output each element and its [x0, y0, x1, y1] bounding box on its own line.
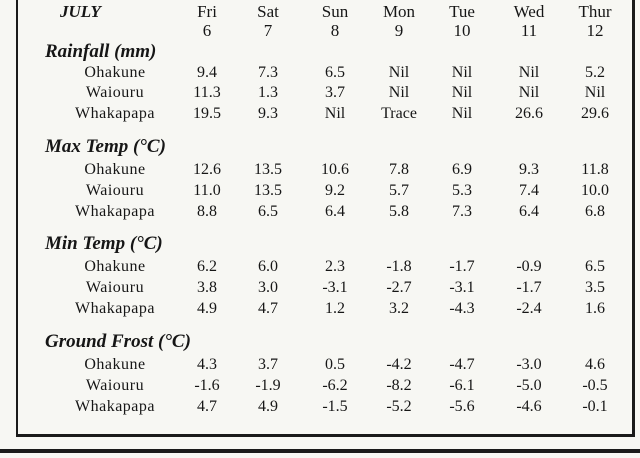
day-date: 7 [263, 21, 273, 40]
table-cell: -2.7 [386, 279, 412, 296]
table-cell: 10.6 [321, 161, 349, 178]
table-cell: -4.2 [386, 356, 412, 373]
table-row [0, 257, 640, 277]
table-cell: -1.8 [386, 258, 412, 275]
day-name: Thur [578, 2, 612, 21]
section-title: Ground Frost (°C) [45, 331, 191, 352]
table-cell: 19.5 [193, 105, 221, 122]
location-label: Waiouru [85, 279, 145, 296]
table-cell: 9.3 [519, 161, 539, 178]
table-cell: 1.3 [258, 84, 278, 101]
day-date: 9 [394, 21, 404, 40]
table-cell: -0.9 [516, 258, 542, 275]
day-date: 10 [453, 21, 471, 40]
day-name: Fri [197, 2, 217, 21]
day-name: Sun [321, 2, 349, 21]
table-cell: 3.8 [197, 279, 217, 296]
table-row [0, 202, 640, 222]
table-cell: 13.5 [254, 182, 282, 199]
table-cell: 5.2 [585, 64, 605, 81]
table-row [0, 397, 640, 417]
table-cell: -1.7 [449, 258, 475, 275]
day-date: 12 [586, 21, 604, 40]
table-row [0, 83, 640, 103]
table-cell: -0.5 [582, 377, 608, 394]
day-column-mon [369, 2, 429, 40]
table-cell: -0.1 [582, 398, 608, 415]
table-cell: 6.5 [325, 64, 345, 81]
table-cell: -5.6 [449, 398, 475, 415]
day-name: Wed [513, 2, 545, 21]
table-cell: 9.3 [258, 105, 278, 122]
table-cell: 3.2 [389, 300, 409, 317]
day-date: 11 [520, 21, 538, 40]
table-cell: 11.8 [581, 161, 609, 178]
table-cell: 3.7 [325, 84, 345, 101]
table-cell: 1.2 [325, 300, 345, 317]
table-header [0, 0, 640, 44]
month-label: JULY [60, 2, 101, 21]
table-cell: 4.9 [258, 398, 278, 415]
table-row [0, 278, 640, 298]
table-cell: 4.6 [585, 356, 605, 373]
location-label: Waiouru [85, 84, 145, 101]
bottom-rule [0, 449, 640, 453]
table-cell: -6.2 [322, 377, 348, 394]
table-cell: 11.3 [193, 84, 221, 101]
table-cell: 29.6 [581, 105, 609, 122]
table-cell: -1.7 [516, 279, 542, 296]
table-cell: -4.3 [449, 300, 475, 317]
table-cell: -8.2 [386, 377, 412, 394]
table-cell: 9.2 [325, 182, 345, 199]
table-cell: 6.4 [325, 203, 345, 220]
day-name: Mon [382, 2, 416, 21]
table-cell: 7.3 [258, 64, 278, 81]
table-cell: 6.4 [519, 203, 539, 220]
day-date: 8 [330, 21, 340, 40]
table-cell: 9.4 [197, 64, 217, 81]
table-cell: Nil [518, 84, 540, 101]
table-cell: Nil [584, 84, 606, 101]
table-cell: 5.8 [389, 203, 409, 220]
table-row [0, 160, 640, 180]
table-cell: -2.4 [516, 300, 542, 317]
table-cell: -1.9 [255, 377, 281, 394]
table-row [0, 181, 640, 201]
table-cell: Nil [388, 84, 410, 101]
location-label: Ohakune [84, 356, 146, 373]
table-row [0, 104, 640, 124]
table-cell: 2.3 [325, 258, 345, 275]
table-cell: Nil [324, 105, 346, 122]
location-label: Waiouru [85, 377, 145, 394]
table-cell: -4.7 [449, 356, 475, 373]
table-cell: 5.3 [452, 182, 472, 199]
day-column-fri [177, 2, 237, 40]
table-row [0, 355, 640, 375]
table-cell: 4.7 [258, 300, 278, 317]
table-cell: -6.1 [449, 377, 475, 394]
day-column-wed [499, 2, 559, 40]
day-date: 6 [202, 21, 212, 40]
location-label: Whakapapa [74, 203, 155, 220]
table-cell: Nil [451, 64, 473, 81]
day-column-sun [305, 2, 365, 40]
table-cell: 6.5 [258, 203, 278, 220]
day-column-thur [565, 2, 625, 40]
table-cell: 5.7 [389, 182, 409, 199]
location-label: Ohakune [84, 64, 146, 81]
table-row [0, 299, 640, 319]
table-cell: -1.6 [194, 377, 220, 394]
table-cell: 7.4 [519, 182, 539, 199]
table-cell: 3.5 [585, 279, 605, 296]
table-cell: 26.6 [515, 105, 543, 122]
day-name: Sat [257, 2, 279, 21]
location-label: Whakapapa [74, 105, 155, 122]
table-cell: -5.0 [516, 377, 542, 394]
table-cell: 4.3 [197, 356, 217, 373]
table-cell: 6.0 [258, 258, 278, 275]
table-cell: Nil [451, 105, 473, 122]
day-name: Tue [449, 2, 475, 21]
table-cell: 10.0 [581, 182, 609, 199]
table-cell: 8.8 [197, 203, 217, 220]
table-cell: 6.8 [585, 203, 605, 220]
table-cell: Nil [451, 84, 473, 101]
day-column-tue [432, 2, 492, 40]
table-cell: -3.1 [322, 279, 348, 296]
table-cell: 1.6 [585, 300, 605, 317]
table-cell: -3.0 [516, 356, 542, 373]
day-column-sat [238, 2, 298, 40]
table-cell: 7.8 [389, 161, 409, 178]
table-cell: 11.0 [193, 182, 221, 199]
section-title: Rainfall (mm) [45, 41, 157, 62]
table-cell: 6.5 [585, 258, 605, 275]
table-cell: Nil [518, 64, 540, 81]
table-cell: 6.9 [452, 161, 472, 178]
table-cell: -5.2 [386, 398, 412, 415]
table-cell: 7.3 [452, 203, 472, 220]
table-cell: -4.6 [516, 398, 542, 415]
location-label: Whakapapa [74, 398, 155, 415]
table-row [0, 376, 640, 396]
table-cell: 4.7 [197, 398, 217, 415]
section-title: Max Temp (°C) [45, 136, 166, 157]
table-cell: 3.7 [258, 356, 278, 373]
table-cell: -3.1 [449, 279, 475, 296]
table-cell: 4.9 [197, 300, 217, 317]
table-cell: 12.6 [193, 161, 221, 178]
table-row [0, 63, 640, 83]
table-cell: -1.5 [322, 398, 348, 415]
table-cell: 13.5 [254, 161, 282, 178]
location-label: Ohakune [84, 161, 146, 178]
table-cell: Trace [381, 105, 417, 122]
table-cell: 0.5 [325, 356, 345, 373]
table-cell: Nil [388, 64, 410, 81]
location-label: Ohakune [84, 258, 146, 275]
table-cell: 6.2 [197, 258, 217, 275]
section-title: Min Temp (°C) [45, 233, 163, 254]
location-label: Waiouru [85, 182, 145, 199]
table-cell: 3.0 [258, 279, 278, 296]
location-label: Whakapapa [74, 300, 155, 317]
